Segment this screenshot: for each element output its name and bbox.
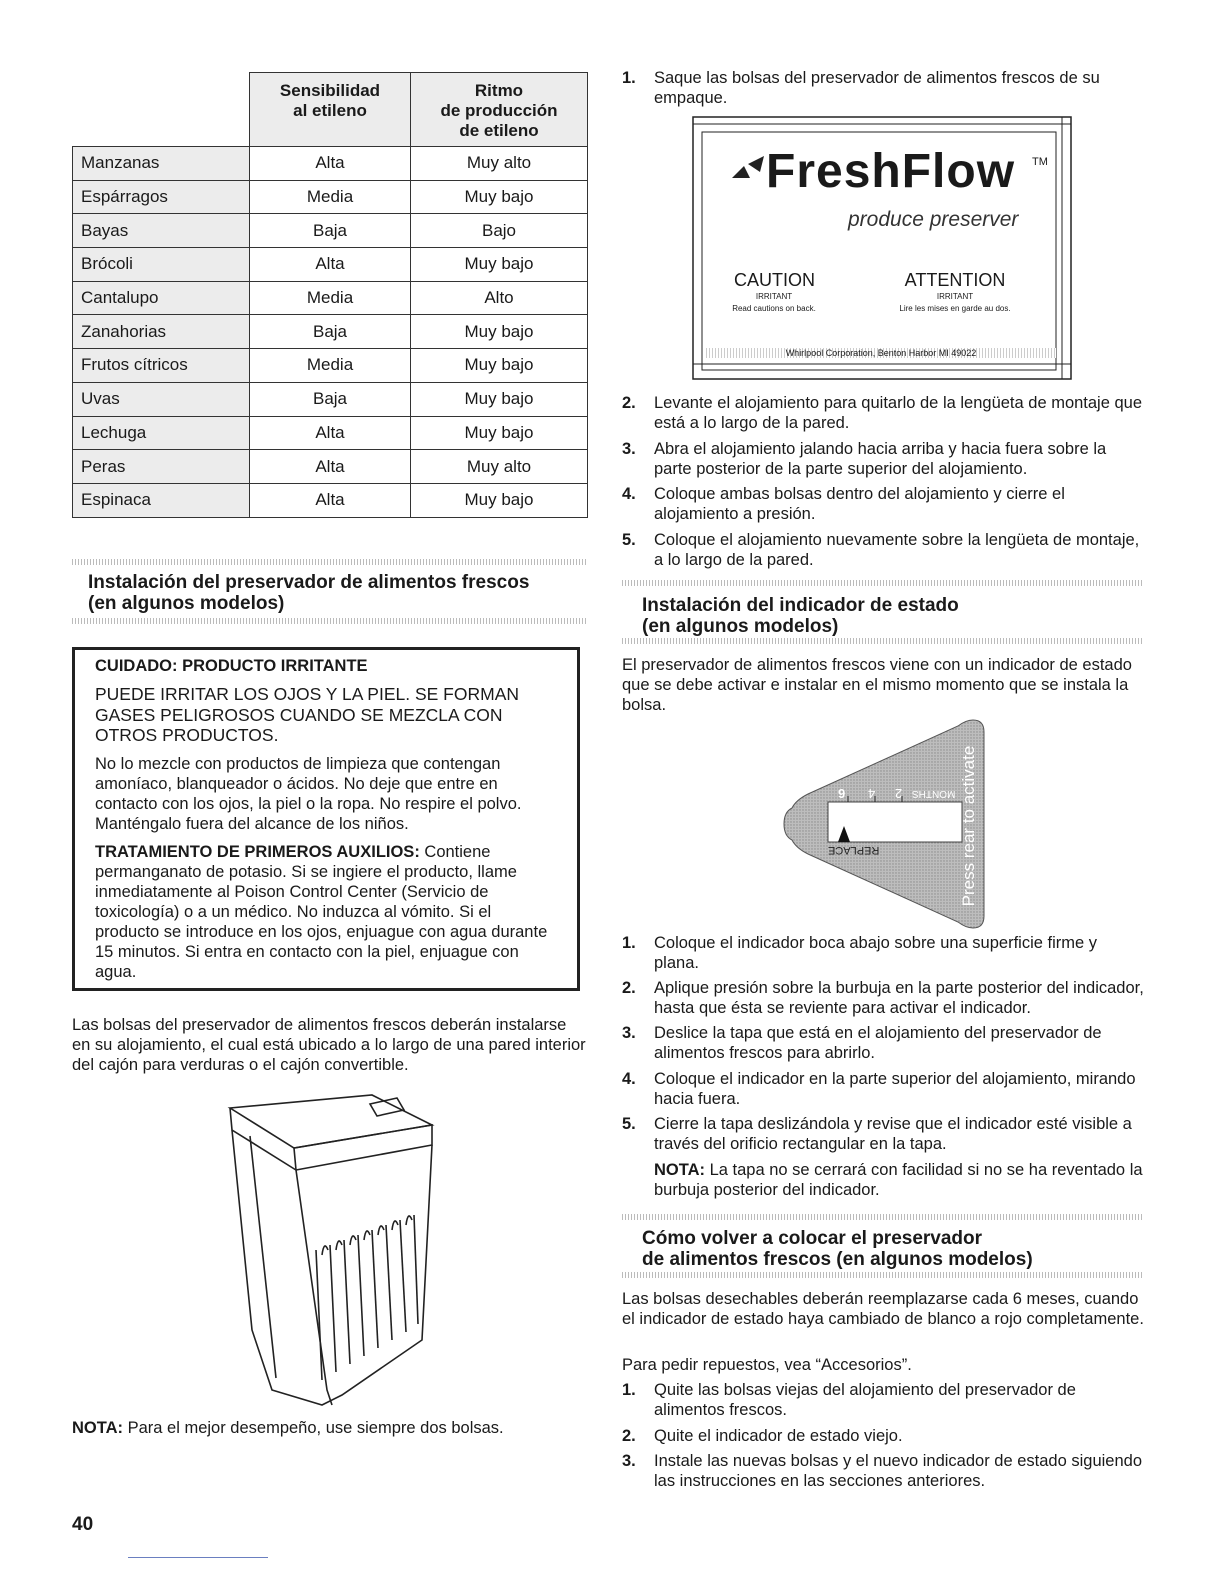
indicator-side-text: Press rear to activate	[959, 745, 978, 907]
step-number: 5.	[622, 531, 636, 549]
step-item	[622, 1380, 1144, 1420]
left-note	[72, 1418, 588, 1438]
step-number: 5.	[622, 1115, 636, 1133]
status-indicator-illustration	[778, 716, 990, 932]
section-title-line: (en algunos modelos)	[642, 616, 839, 637]
step-text: Saque las bolsas del preservador de alimentos frescos de su empaque.	[654, 69, 1100, 107]
table-row	[73, 281, 588, 315]
caution-label: CAUTION	[734, 270, 815, 290]
indicator-paragraph: El preservador de alimentos frescos viene con un indicador de estado que se debe activar e instalar en el mismo momento que se instala la bolsa.	[622, 656, 1132, 714]
attention-label: ATTENTION	[904, 270, 1006, 290]
table-row	[73, 248, 588, 282]
row-rate: Muy bajo	[411, 315, 588, 349]
first-aid-text: Contiene permanganato de potasio. Si se ingiere el producto, llame inmediatamente al Poison Control Center (Servicio de toxicología) o a un médico. No induzca al vómito. Si el producto se introduce en los ojos, enjuague con agua durante 15 minutos. Si entra en contacto con la piel, enjuague con agua.	[95, 842, 548, 981]
section-title-indicator	[642, 595, 1142, 637]
page-number: 40	[72, 1514, 94, 1535]
divider	[622, 1272, 1144, 1278]
header-rate	[411, 73, 588, 147]
header-rate-line: de producción	[440, 101, 558, 120]
table-row	[73, 382, 588, 416]
table-row	[73, 315, 588, 349]
label-footer: Whirlpool Corporation, Benton Harbor MI 49022	[706, 348, 1056, 358]
table-row	[73, 147, 588, 181]
step-item	[622, 68, 1144, 108]
step-item	[622, 933, 1144, 973]
row-name: Cantalupo	[73, 281, 250, 315]
footer-line	[128, 1557, 268, 1558]
step-item	[622, 1069, 1144, 1109]
right-note	[654, 1160, 1144, 1200]
first-aid-label: TRATAMIENTO DE PRIMEROS AUXILIOS:	[95, 842, 420, 861]
step-text: Deslice la tapa que está en el alojamiento del preservador de alimentos frescos para abrirlo.	[654, 1024, 1102, 1062]
note-label: NOTA:	[654, 1161, 706, 1179]
step-number: 2.	[622, 1427, 636, 1445]
section-title-line: de alimentos frescos (en algunos modelos)	[642, 1249, 1033, 1270]
step-text: Levante el alojamiento para quitarlo de la lengüeta de montaje que está a lo largo de la pared.	[654, 394, 1143, 432]
trademark: TM	[1032, 156, 1048, 168]
row-sens: Alta	[250, 450, 411, 484]
brand-subtitle: produce preserver	[848, 208, 1019, 231]
brand-name: FreshFlow	[766, 145, 1016, 198]
row-sens: Media	[250, 281, 411, 315]
table-row	[73, 214, 588, 248]
step-item	[622, 1023, 1144, 1063]
step-number: 3.	[622, 1452, 636, 1470]
indicator-4: 4	[868, 786, 876, 801]
divider	[622, 580, 1144, 586]
divider	[622, 638, 1144, 644]
table-row	[73, 483, 588, 517]
table-row	[73, 180, 588, 214]
row-name: Bayas	[73, 214, 250, 248]
row-rate: Muy alto	[411, 147, 588, 181]
row-rate: Muy bajo	[411, 416, 588, 450]
step-item	[622, 978, 1144, 1018]
row-name: Espárragos	[73, 180, 250, 214]
section-title-line: Instalación del preservador de alimentos frescos	[88, 572, 530, 593]
first-aid	[95, 842, 555, 982]
row-sens: Alta	[250, 248, 411, 282]
row-name: Brócoli	[73, 248, 250, 282]
divider	[622, 1214, 1144, 1220]
row-rate: Muy bajo	[411, 483, 588, 517]
header-sensitivity	[250, 73, 411, 147]
freshflow-label	[692, 116, 1072, 380]
row-sens: Baja	[250, 214, 411, 248]
row-rate: Muy bajo	[411, 180, 588, 214]
step-text: Coloque ambas bolsas dentro del alojamiento y cierre el alojamiento a presión.	[654, 485, 1065, 523]
indicator-2: 2	[895, 786, 903, 801]
row-sens: Media	[250, 349, 411, 383]
replace-paragraph-2: Para pedir repuestos, vea “Accesorios”.	[622, 1356, 912, 1374]
section-title-replace	[642, 1228, 1142, 1270]
header-sens-line: al etileno	[293, 101, 367, 120]
row-name: Uvas	[73, 382, 250, 416]
step-number: 1.	[622, 934, 636, 952]
attention-sub2: Lire les mises en garde au dos.	[899, 304, 1011, 313]
attention-sub1: IRRITANT	[936, 292, 974, 301]
step-number: 4.	[622, 485, 636, 503]
divider	[72, 559, 588, 565]
note-text: La tapa no se cerrará con facilidad si no se ha reventado la burbuja posterior del indicador.	[654, 1161, 1143, 1199]
row-rate: Muy bajo	[411, 382, 588, 416]
step-item	[622, 530, 1144, 570]
step-item	[622, 439, 1144, 479]
table-row	[73, 450, 588, 484]
header-rate-line: de etileno	[459, 121, 539, 140]
row-name: Zanahorias	[73, 315, 250, 349]
row-sens: Alta	[250, 147, 411, 181]
note-text: Para el mejor desempeño, use siempre dos bolsas.	[123, 1419, 504, 1437]
section-title-preserver	[88, 572, 588, 614]
replace-paragraph: Las bolsas desechables deberán reemplazarse cada 6 meses, cuando el indicador de estado haya cambiado de blanco a rojo completamente.	[622, 1290, 1144, 1328]
step-text: Quite las bolsas viejas del alojamiento del preservador de alimentos frescos.	[654, 1381, 1076, 1419]
step-number: 3.	[622, 1024, 636, 1042]
step-text: Coloque el indicador boca abajo sobre una superficie firme y plana.	[654, 934, 1098, 972]
row-sens: Baja	[250, 315, 411, 349]
step-text: Coloque el indicador en la parte superior del alojamiento, mirando hacia fuera.	[654, 1070, 1136, 1108]
indicator-6: 6	[838, 786, 846, 801]
ethylene-table	[72, 72, 588, 518]
step-text: Cierre la tapa deslizándola y revise que el indicador esté visible a través del orificio rectangular en la tapa.	[654, 1115, 1132, 1153]
row-sens: Alta	[250, 416, 411, 450]
step-number: 1.	[622, 1381, 636, 1399]
row-sens: Baja	[250, 382, 411, 416]
row-sens: Alta	[250, 483, 411, 517]
section-title-line: (en algunos modelos)	[88, 593, 285, 614]
row-name: Peras	[73, 450, 250, 484]
table-row	[73, 349, 588, 383]
step-text: Coloque el alojamiento nuevamente sobre la lengüeta de montaje, a lo largo de la pared.	[654, 531, 1140, 569]
install-paragraph: Las bolsas del preservador de alimentos frescos deberán instalarse en su alojamiento, el cual está ubicado a lo largo de una pared interior del cajón para verduras o el cajón convertible.	[72, 1016, 586, 1074]
caution-sub2: Read cautions on back.	[732, 304, 816, 313]
step-item	[622, 484, 1144, 524]
preserver-housing-illustration	[222, 1090, 442, 1410]
warning-title: CUIDADO: PRODUCTO IRRITANTE	[95, 657, 368, 675]
row-name: Lechuga	[73, 416, 250, 450]
divider	[72, 618, 588, 624]
caution-sub1: IRRITANT	[755, 292, 793, 301]
row-rate: Muy bajo	[411, 349, 588, 383]
step-item	[622, 1114, 1144, 1154]
step-number: 4.	[622, 1070, 636, 1088]
section-title-line: Cómo volver a colocar el preservador	[642, 1228, 983, 1249]
step-item	[622, 1451, 1144, 1491]
table-corner	[73, 73, 250, 147]
section-title-line: Instalación del indicador de estado	[642, 595, 959, 616]
step-item	[622, 1426, 1144, 1446]
header-sens-line: Sensibilidad	[279, 81, 381, 100]
indicator-months: MONTHS	[912, 788, 956, 799]
row-rate: Muy alto	[411, 450, 588, 484]
warning-body: No lo mezcle con productos de limpieza que contengan amoníaco, blanqueador o ácidos. No deje que entre en contacto con los ojos, la piel o la ropa. No respire el polvo. Manténgalo fuera del alcance de los niños.	[95, 754, 522, 833]
header-rate-line: Ritmo	[474, 81, 524, 100]
step-number: 1.	[622, 69, 636, 87]
step-number: 3.	[622, 440, 636, 458]
indicator-replace: REPLACE	[828, 844, 880, 856]
step-text: Instale las nuevas bolsas y el nuevo indicador de estado siguiendo las instrucciones en las secciones anteriores.	[654, 1452, 1142, 1490]
row-rate: Muy bajo	[411, 248, 588, 282]
warning-caps: PUEDE IRRITAR LOS OJOS Y LA PIEL. SE FORMAN GASES PELIGROSOS CUANDO SE MEZCLA CON OTROS PRODUCTOS.	[95, 684, 520, 745]
step-text: Aplique presión sobre la burbuja en la parte posterior del indicador, hasta que ésta se reviente para activar el indicador.	[654, 979, 1144, 1017]
step-number: 2.	[622, 979, 636, 997]
step-number: 2.	[622, 394, 636, 412]
row-rate: Alto	[411, 281, 588, 315]
row-rate: Bajo	[411, 214, 588, 248]
row-name: Manzanas	[73, 147, 250, 181]
warning-box	[72, 647, 580, 991]
step-item	[622, 393, 1144, 433]
table-row	[73, 416, 588, 450]
row-name: Frutos cítricos	[73, 349, 250, 383]
row-name: Espinaca	[73, 483, 250, 517]
step-text: Abra el alojamiento jalando hacia arriba y hacia fuera sobre la parte posterior de la parte superior del alojamiento.	[654, 440, 1107, 478]
note-label: NOTA:	[72, 1419, 124, 1437]
row-sens: Media	[250, 180, 411, 214]
step-text: Quite el indicador de estado viejo.	[654, 1427, 903, 1445]
